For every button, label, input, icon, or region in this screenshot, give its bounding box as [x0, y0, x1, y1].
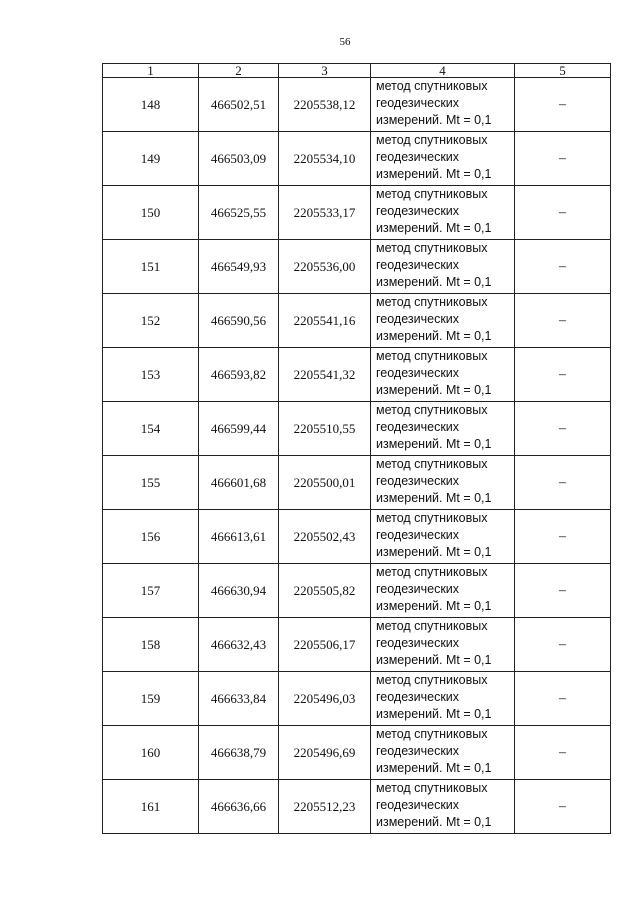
coordinates-table	[102, 63, 611, 834]
y-coordinate: 2205496,03	[279, 672, 371, 726]
y-coordinate: 2205534,10	[279, 132, 371, 186]
x-coordinate: 466593,82	[199, 348, 279, 402]
x-coordinate: 466633,84	[199, 672, 279, 726]
header-row	[103, 64, 611, 78]
method-description: метод спутниковых геодезических измерений. Mt = 0,1	[371, 78, 515, 132]
note-dash: –	[515, 348, 611, 402]
y-coordinate: 2205512,23	[279, 780, 371, 834]
note-dash: –	[515, 510, 611, 564]
note-dash: –	[515, 780, 611, 834]
note-dash: –	[515, 294, 611, 348]
y-coordinate: 2205500,01	[279, 456, 371, 510]
method-description: метод спутниковых геодезических измерений. Mt = 0,1	[371, 348, 515, 402]
table-row	[103, 402, 611, 456]
note-dash: –	[515, 456, 611, 510]
point-number: 148	[103, 78, 199, 132]
y-coordinate: 2205541,32	[279, 348, 371, 402]
point-number: 159	[103, 672, 199, 726]
y-coordinate: 2205496,69	[279, 726, 371, 780]
y-coordinate: 2205541,16	[279, 294, 371, 348]
method-description: метод спутниковых геодезических измерений. Mt = 0,1	[371, 564, 515, 618]
table-row	[103, 780, 611, 834]
note-dash: –	[515, 240, 611, 294]
y-coordinate: 2205536,00	[279, 240, 371, 294]
method-description: метод спутниковых геодезических измерений. Mt = 0,1	[371, 456, 515, 510]
x-coordinate: 466525,55	[199, 186, 279, 240]
header-cell-5: 5	[515, 64, 611, 78]
header-cell-4: 4	[371, 64, 515, 78]
table-row	[103, 510, 611, 564]
point-number: 157	[103, 564, 199, 618]
x-coordinate: 466636,66	[199, 780, 279, 834]
point-number: 151	[103, 240, 199, 294]
method-description: метод спутниковых геодезических измерений. Mt = 0,1	[371, 186, 515, 240]
note-dash: –	[515, 564, 611, 618]
note-dash: –	[515, 726, 611, 780]
point-number: 149	[103, 132, 199, 186]
point-number: 150	[103, 186, 199, 240]
method-description: метод спутниковых геодезических измерений. Mt = 0,1	[371, 294, 515, 348]
y-coordinate: 2205538,12	[279, 78, 371, 132]
y-coordinate: 2205505,82	[279, 564, 371, 618]
x-coordinate: 466601,68	[199, 456, 279, 510]
point-number: 160	[103, 726, 199, 780]
method-description: метод спутниковых геодезических измерений. Mt = 0,1	[371, 618, 515, 672]
header-cell-1: 1	[103, 64, 199, 78]
x-coordinate: 466630,94	[199, 564, 279, 618]
table-row	[103, 294, 611, 348]
note-dash: –	[515, 78, 611, 132]
point-number: 161	[103, 780, 199, 834]
note-dash: –	[515, 186, 611, 240]
method-description: метод спутниковых геодезических измерений. Mt = 0,1	[371, 510, 515, 564]
y-coordinate: 2205502,43	[279, 510, 371, 564]
method-description: метод спутниковых геодезических измерений. Mt = 0,1	[371, 240, 515, 294]
table-row	[103, 78, 611, 132]
table-row	[103, 618, 611, 672]
point-number: 155	[103, 456, 199, 510]
table-row	[103, 456, 611, 510]
y-coordinate: 2205506,17	[279, 618, 371, 672]
method-description: метод спутниковых геодезических измерений. Mt = 0,1	[371, 780, 515, 834]
point-number: 154	[103, 402, 199, 456]
note-dash: –	[515, 132, 611, 186]
x-coordinate: 466503,09	[199, 132, 279, 186]
table-row	[103, 186, 611, 240]
header-cell-3: 3	[279, 64, 371, 78]
point-number: 156	[103, 510, 199, 564]
x-coordinate: 466599,44	[199, 402, 279, 456]
x-coordinate: 466502,51	[199, 78, 279, 132]
note-dash: –	[515, 672, 611, 726]
table-row	[103, 132, 611, 186]
x-coordinate: 466590,56	[199, 294, 279, 348]
y-coordinate: 2205533,17	[279, 186, 371, 240]
x-coordinate: 466613,61	[199, 510, 279, 564]
table-row	[103, 564, 611, 618]
point-number: 153	[103, 348, 199, 402]
method-description: метод спутниковых геодезических измерений. Mt = 0,1	[371, 132, 515, 186]
point-number: 158	[103, 618, 199, 672]
method-description: метод спутниковых геодезических измерений. Mt = 0,1	[371, 726, 515, 780]
table-row	[103, 672, 611, 726]
y-coordinate: 2205510,55	[279, 402, 371, 456]
header-cell-2: 2	[199, 64, 279, 78]
note-dash: –	[515, 402, 611, 456]
page-number: 56	[339, 36, 351, 48]
x-coordinate: 466549,93	[199, 240, 279, 294]
method-description: метод спутниковых геодезических измерений. Mt = 0,1	[371, 402, 515, 456]
table-row	[103, 348, 611, 402]
note-dash: –	[515, 618, 611, 672]
point-number: 152	[103, 294, 199, 348]
table-row	[103, 240, 611, 294]
x-coordinate: 466638,79	[199, 726, 279, 780]
x-coordinate: 466632,43	[199, 618, 279, 672]
method-description: метод спутниковых геодезических измерений. Mt = 0,1	[371, 672, 515, 726]
table-row	[103, 726, 611, 780]
